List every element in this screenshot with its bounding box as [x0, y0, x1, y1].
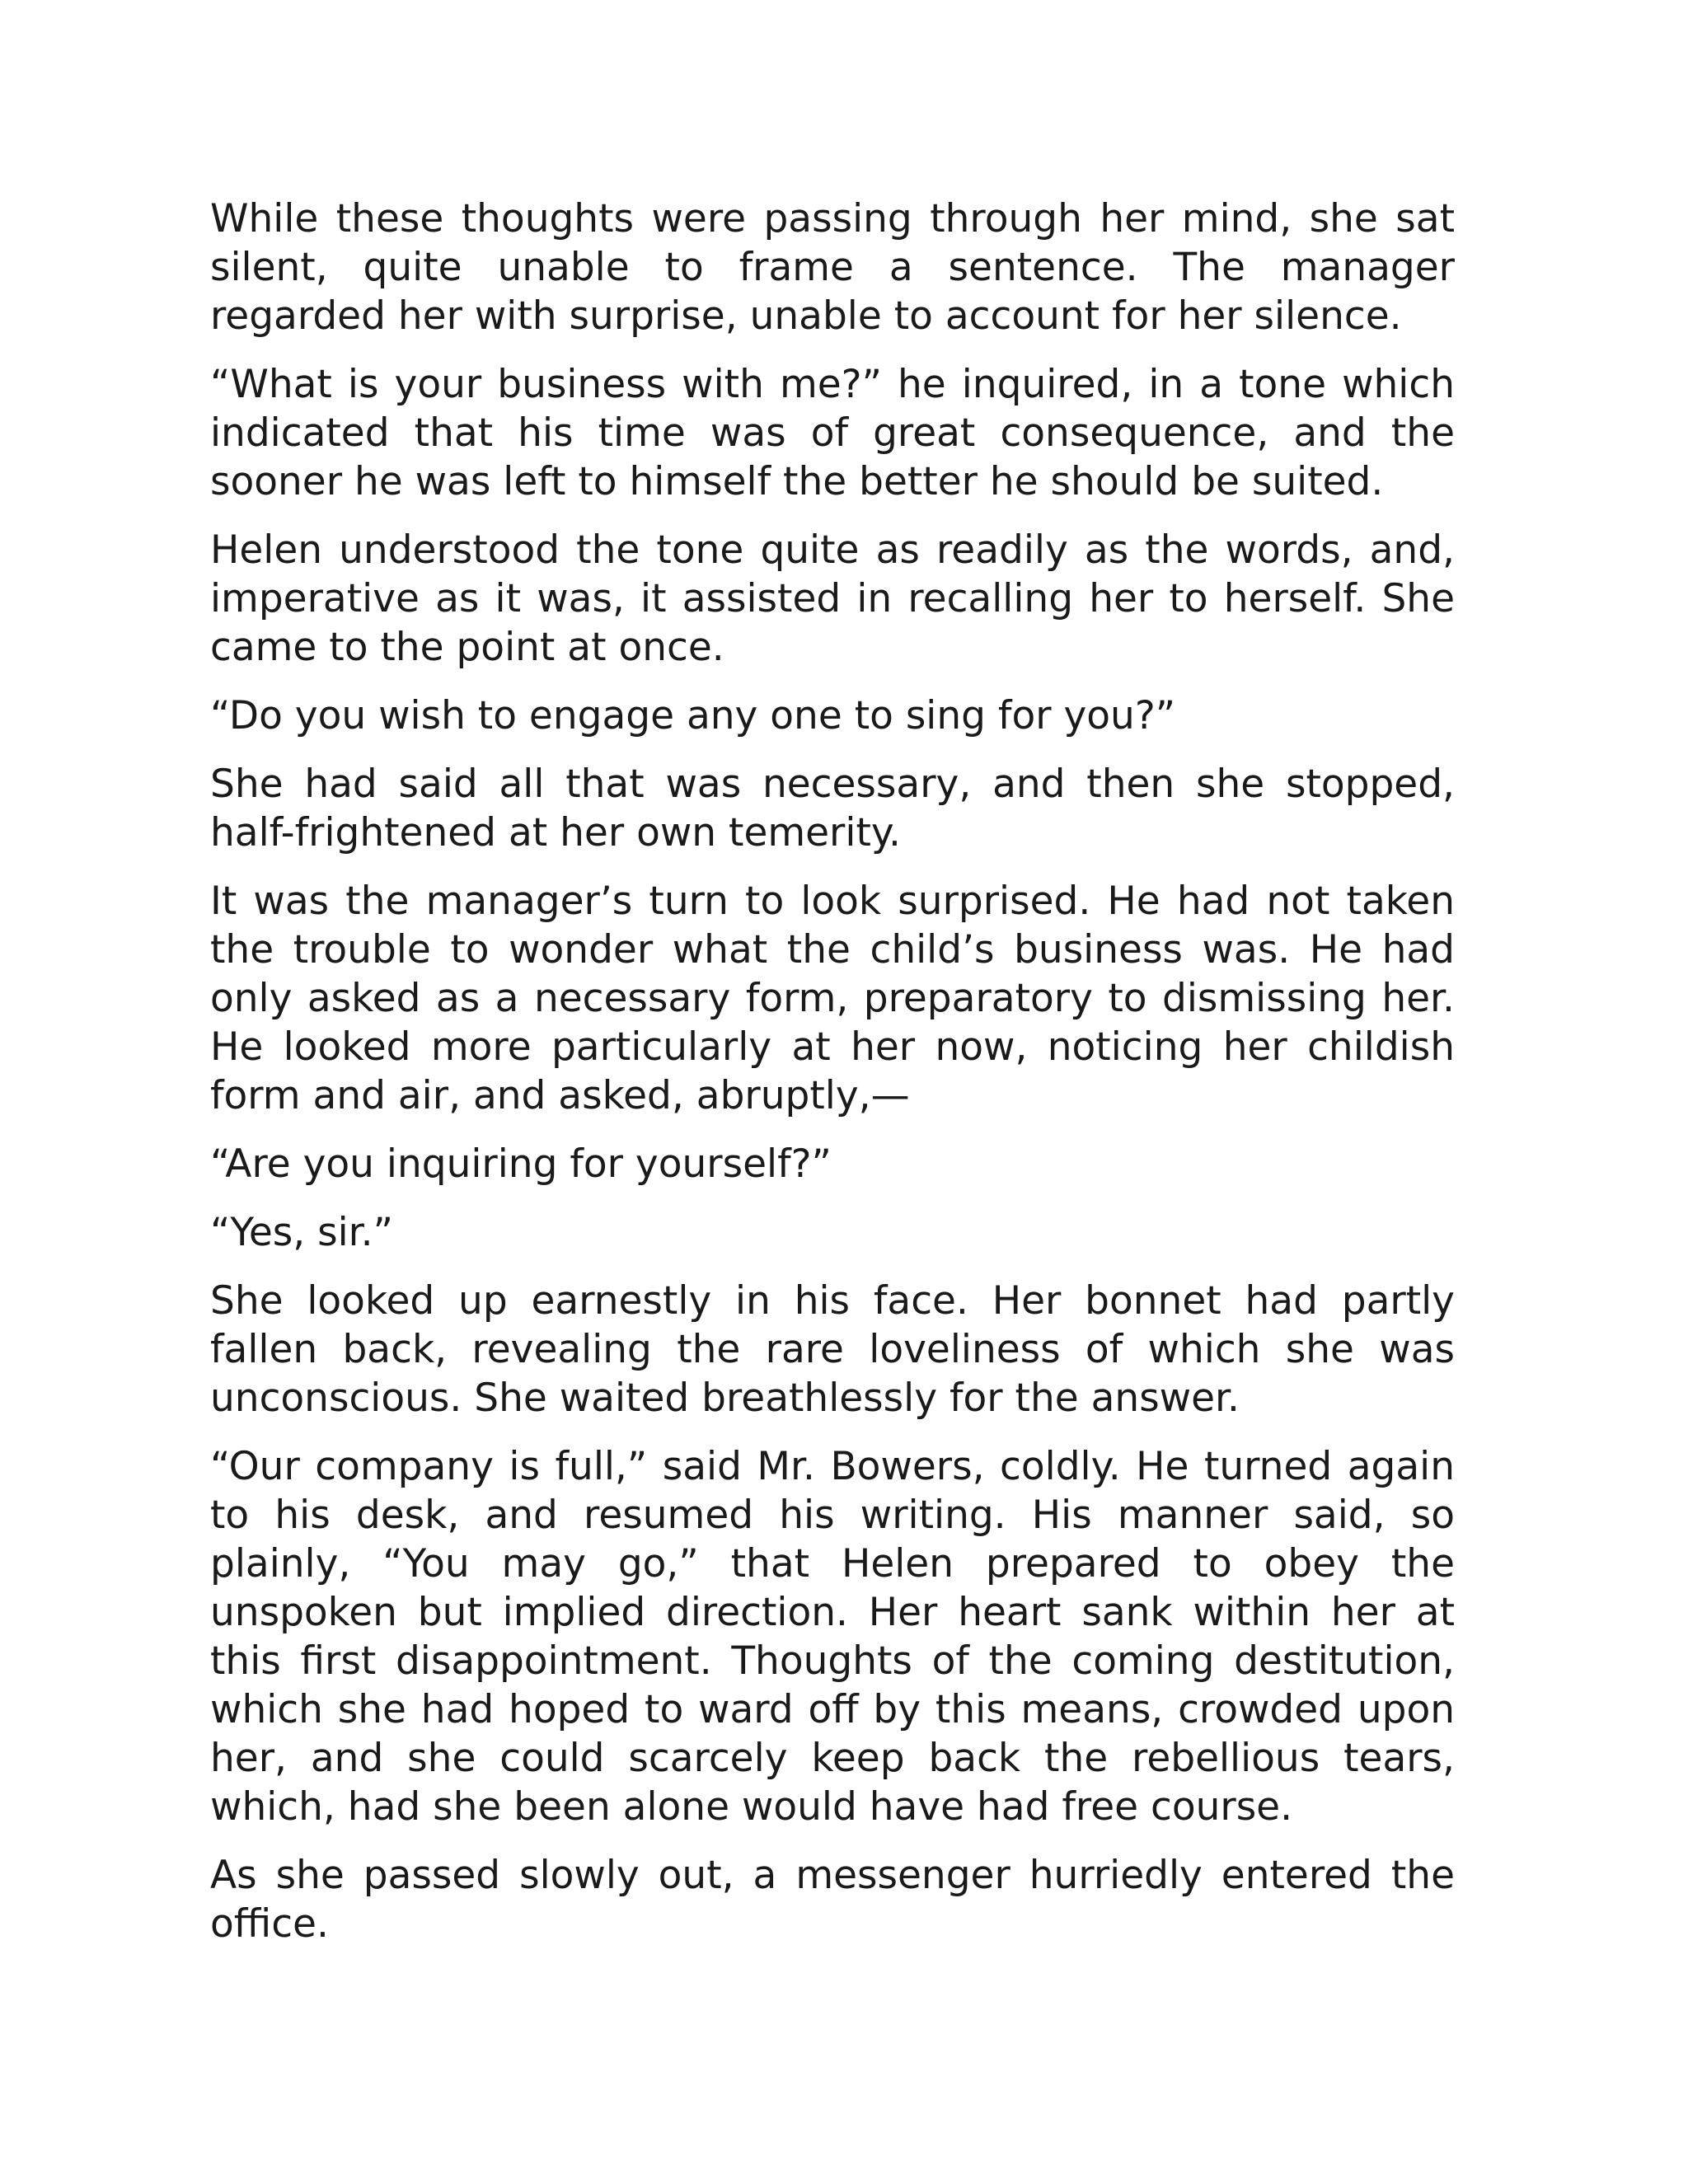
book-page — [210, 194, 1455, 1968]
paragraph-6: It was the manager’s turn to look surprised. He had not taken the trouble to wonder what the child’s business was. He had only asked as a necessary form, preparatory to dismissing her. He looked more particularly at her now, noticing her childish form and air, and asked, abruptly,— — [210, 879, 1455, 1118]
paragraph-11: As she passed slowly out, a messenger hurriedly entered the office. — [210, 1853, 1455, 1947]
paragraph-2: “What is your business with me?” he inquired, in a tone which indicated that his time was of great consequence, and the sooner he was left to himself the better he should be suited. — [210, 362, 1455, 504]
paragraph-10: “Our company is full,” said Mr. Bowers, coldly. He turned again to his desk, and resumed his writing. His manner said, so plainly, “You may go,” that Helen prepared to obey the unspoken but implied direction. Her heart sank within her at this first disappointment. Thoughts of the coming destitution, which she had hoped to ward off by this means, crowded upon her, and she could scarcely keep back the rebellious tears, which, had she been alone would have had free course. — [210, 1444, 1455, 1830]
paragraph-8: “Yes, sir.” — [210, 1210, 393, 1255]
paragraph-7: “Are you inquiring for yourself?” — [210, 1141, 832, 1187]
paragraph-1: While these thoughts were passing through her mind, she sat silent, quite unable to frame a sentence. The manager regarded her with surprise, unable to account for her silence. — [210, 196, 1455, 339]
paragraph-5: She had said all that was necessary, and then she stopped, half-frightened at her own temerity. — [210, 762, 1455, 855]
paragraph-9: She looked up earnestly in his face. Her bonnet had partly fallen back, revealing the rare loveliness of which she was unconscious. She waited breathlessly for the answer. — [210, 1278, 1455, 1421]
paragraph-3: Helen understood the tone quite as readily as the words, and, imperative as it was, it assisted in recalling her to herself. She came to the point at once. — [210, 527, 1455, 670]
paragraph-4: “Do you wish to engage any one to sing for you?” — [210, 693, 1176, 738]
